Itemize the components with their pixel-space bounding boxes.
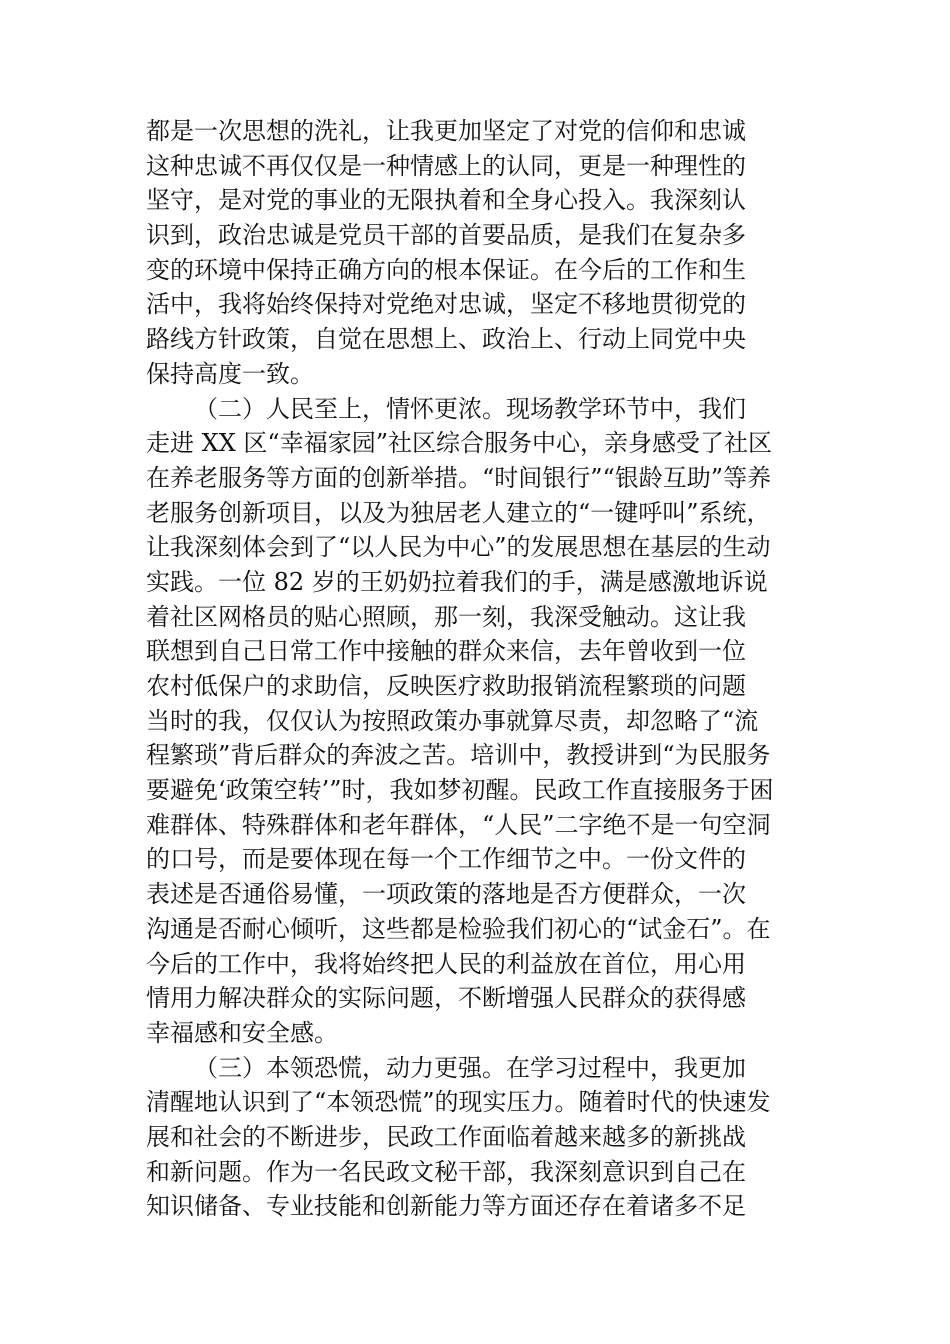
text-line: 和新问题。作为一名民政文秘干部，我深刻意识到自己在 <box>146 1157 746 1186</box>
text-line: 的口号，而是要体现在每一个工作细节之中。一份文件的 <box>146 845 746 874</box>
text-line: 老服务创新项目，以及为独居老人建立的“一键呼叫”系统， <box>146 498 771 527</box>
text-line: 让我深刻体会到了“以人民为中心”的发展思想在基层的生动 <box>146 533 771 562</box>
text-line: 识到，政治忠诚是党员干部的首要品质，是我们在复杂多 <box>146 221 746 250</box>
text-line: 情用力解决群众的实际问题，不断增强人民群众的获得感 <box>146 984 746 1013</box>
text-line: 难群体、特殊群体和老年群体，“人民”二字绝不是一句空洞 <box>146 810 771 839</box>
text-line: 沟通是否耐心倾听，这些都是检验我们初心的“试金石”。在 <box>146 914 771 943</box>
text-line: 程繁琐”背后群众的奔波之苦。培训中，教授讲到“为民服务 <box>146 741 771 770</box>
text-line: 联想到自己日常工作中接触的群众来信，去年曾收到一位 <box>146 637 746 666</box>
text-line: 走进 XX 区“幸福家园”社区综合服务中心，亲身感受了社区 <box>146 429 772 458</box>
text-line: 都是一次思想的洗礼，让我更加坚定了对党的信仰和忠诚 <box>146 117 746 145</box>
text-line: 这种忠诚不再仅仅是一种情感上的认同，更是一种理性的 <box>146 151 746 180</box>
text-line: 展和社会的不断进步，民政工作面临着越来越多的新挑战 <box>146 1122 746 1151</box>
body-text <box>146 114 808 1224</box>
text-line: 当时的我，仅仅认为按照政策办事就算尽责，却忽略了“流 <box>146 706 759 735</box>
section-heading-line: （三）本领恐慌，动力更强。在学习过程中，我更加 <box>194 1053 746 1082</box>
text-line: 清醒地认识到了“本领恐慌”的现实压力。随着时代的快速发 <box>146 1088 771 1117</box>
text-line: 知识储备、专业技能和创新能力等方面还存在着诸多不足 <box>146 1192 746 1221</box>
text-line: 路线方针政策，自觉在思想上、政治上、行动上同党中央 <box>146 325 746 354</box>
text-line: 坚守，是对党的事业的无限执着和全身心投入。我深刻认 <box>146 186 746 215</box>
text-line: 表述是否通俗易懂，一项政策的落地是否方便群众，一次 <box>146 880 746 909</box>
text-line: 要避免‘政策空转’”时，我如梦初醒。民政工作直接服务于困 <box>146 776 774 805</box>
text-line: 保持高度一致。 <box>146 359 314 388</box>
text-line: 在养老服务等方面的创新举措。“时间银行”“银龄互助”等养 <box>146 463 772 492</box>
text-line: 幸福感和安全感。 <box>146 1018 338 1047</box>
text-line: 今后的工作中，我将始终把人民的利益放在首位，用心用 <box>146 949 746 978</box>
text-line: 农村低保户的求助信，反映医疗救助报销流程繁琐的问题 <box>146 672 746 700</box>
text-line: 着社区网格员的贴心照顾，那一刻，我深受触动。这让我 <box>146 602 746 631</box>
text-line: 活中，我将始终保持对党绝对忠诚，坚定不移地贯彻党的 <box>146 290 746 319</box>
section-heading-line: （二）人民至上，情怀更浓。现场教学环节中，我们 <box>194 394 746 423</box>
text-line: 变的环境中保持正确方向的根本保证。在今后的工作和生 <box>146 255 746 284</box>
text-line: 实践。一位 82 岁的王奶奶拉着我们的手，满是感激地诉说 <box>146 567 768 596</box>
